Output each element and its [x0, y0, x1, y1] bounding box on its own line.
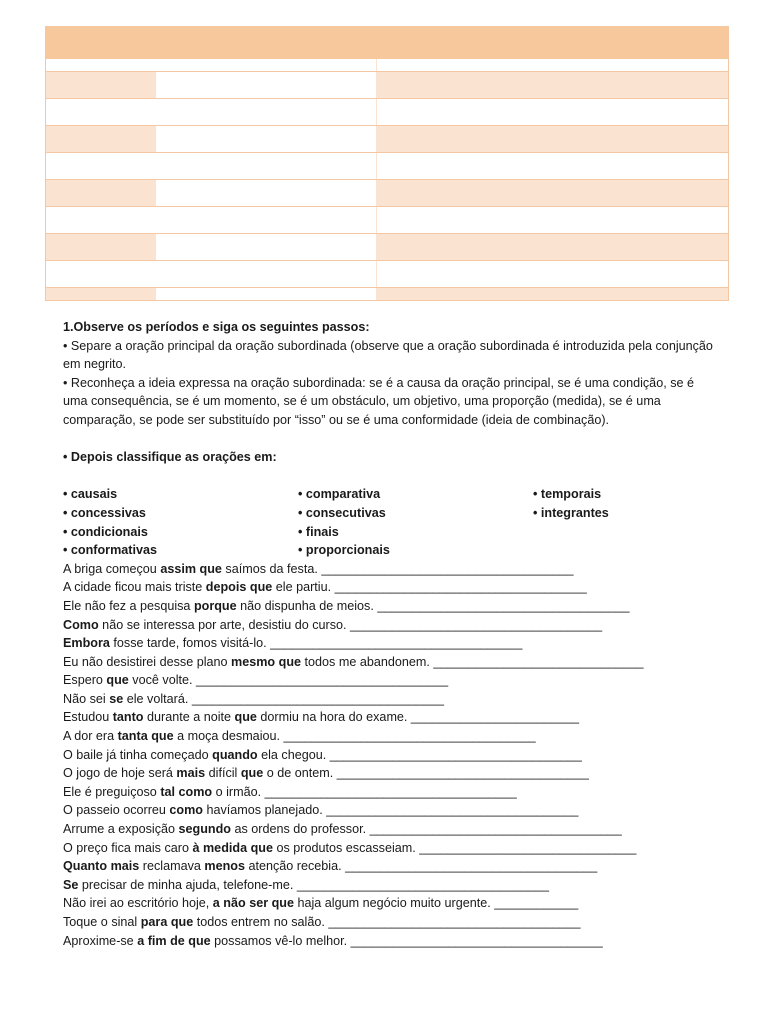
sentence-text: durante a noite	[143, 710, 235, 725]
sentence-text: não se interessa por arte, desistiu do curso. ____________________________________	[98, 617, 603, 632]
exercise-sentence	[63, 932, 713, 951]
sentence-text: saímos da festa. ____________________________________	[221, 561, 574, 576]
section-title: 1.Observe os períodos e siga os seguintes passos:	[63, 320, 370, 334]
conjunction-bold: tal como	[160, 784, 213, 799]
instruction-step-1: • Separe a oração principal da oração subordinada (observe que a oração subordinada é introduzida pela conjunção em negrito.	[63, 338, 713, 372]
exercise-sentence	[63, 634, 713, 653]
sentence-text: Eu não desistirei desse plano	[63, 654, 232, 669]
exercise-content	[63, 318, 713, 950]
exercise-sentence	[63, 616, 713, 635]
table-row	[46, 125, 728, 152]
exercise-sentence	[63, 876, 713, 895]
sentence-text: Ele não fez a pesquisa	[63, 598, 194, 613]
conjunction-bold: Se	[63, 877, 79, 892]
exercise-sentence	[63, 708, 713, 727]
exercise-sentence	[63, 801, 713, 820]
category-item: • integrantes	[533, 505, 609, 520]
conjunction-bold: depois que	[205, 580, 273, 595]
sentence-text: A briga começou	[63, 561, 161, 576]
table-row	[46, 287, 728, 300]
sentence-text: o de ontem. ____________________________________	[263, 766, 589, 781]
conjunction-bold: se	[109, 691, 124, 706]
conjunction-bold: para que	[140, 915, 194, 929]
conjunction-bold: quando	[212, 747, 258, 762]
exercise-sentence	[63, 820, 713, 839]
category-item: • condicionais	[63, 524, 148, 539]
conjunction-bold: tanta que	[117, 729, 174, 744]
exercise-list	[63, 560, 713, 950]
exercise-sentence	[63, 783, 713, 802]
table-row	[46, 71, 728, 98]
conjunction-bold: a fim de que	[137, 933, 211, 948]
sentence-text: você volte. ____________________________________	[128, 673, 449, 688]
sentence-text: atenção recebia. ____________________________________	[244, 859, 598, 874]
sentence-text: dormiu na hora do exame. ________________________	[256, 710, 580, 725]
conjunction-bold: que	[240, 766, 264, 781]
instruction-step-2: • Reconheça a ideia expressa na oração subordinada: se é a causa da oração principal, se é uma condição, se é uma consequência, se é um momento, se é um obstáculo, um objetivo, uma proporção (medida), se é uma comparação, se pode ser substituído por “isso” ou se é uma conformidade (ideia de combinação).	[63, 375, 694, 427]
sentence-text: Arrume a exposição	[63, 822, 179, 837]
sentence-text: todos me abandonem. ______________________________	[301, 654, 644, 669]
sentence-text: Espero	[63, 673, 107, 688]
category-item: • finais	[298, 524, 339, 539]
categories-column	[533, 485, 713, 559]
exercise-sentence	[63, 578, 713, 597]
conjunction-bold: tanto	[112, 710, 144, 725]
sentence-text: a moça desmaiou. ____________________________________	[173, 729, 536, 744]
empty-table	[45, 26, 729, 301]
sentence-text: possamos vê-lo melhor. ____________________________________	[210, 933, 603, 948]
sentence-text: Aproxime-se	[63, 933, 138, 948]
exercise-sentence	[63, 857, 713, 876]
conjunction-bold: que	[106, 673, 129, 688]
conjunction-bold: Como	[63, 617, 99, 632]
table-header-row	[46, 27, 728, 59]
sentence-text: os produtos escasseiam. _______________________________	[272, 840, 637, 855]
sentence-text: ele partiu. ____________________________________	[272, 580, 587, 595]
exercise-sentence	[63, 653, 713, 672]
category-item: • consecutivas	[298, 505, 386, 520]
conjunction-bold: à medida que	[192, 840, 273, 855]
sentence-text: precisar de minha ajuda, telefone-me. ____________________________________	[78, 877, 549, 892]
exercise-sentence	[63, 746, 713, 765]
sentence-text: Toque o sinal	[63, 915, 141, 929]
sentence-text: o irmão. ____________________________________	[212, 784, 517, 799]
sentence-text: Ele é preguiçoso	[63, 784, 161, 799]
sentence-text: A dor era	[63, 729, 118, 744]
sentence-text: O jogo de hoje será	[63, 766, 177, 781]
conjunction-bold: segundo	[178, 822, 231, 837]
sentence-text: haja algum negócio muito urgente. ____________	[294, 896, 579, 911]
sentence-text: ele voltará. ____________________________________	[123, 691, 444, 706]
exercise-sentence	[63, 690, 713, 709]
exercise-sentence	[63, 727, 713, 746]
sentence-text: todos entrem no salão. ____________________________________	[193, 915, 581, 929]
exercise-sentence	[63, 839, 713, 858]
category-item: • causais	[63, 487, 118, 502]
sentence-text: difícil	[205, 766, 241, 781]
sentence-text: Não irei ao escritório hoje,	[63, 896, 213, 911]
sentence-text: O passeio ocorreu	[63, 803, 170, 818]
exercise-sentence	[63, 764, 713, 783]
category-item: • proporcionais	[298, 543, 390, 558]
sentence-text: Não sei	[63, 691, 110, 706]
categories-column	[298, 485, 533, 559]
sentence-text: reclamava	[139, 859, 205, 874]
conjunction-bold: assim que	[160, 561, 222, 576]
table-row	[46, 179, 728, 206]
category-item: • concessivas	[63, 505, 146, 520]
sentence-text: ela chegou. ____________________________________	[257, 747, 582, 762]
exercise-sentence	[63, 894, 713, 913]
sentence-text: fosse tarde, fomos visitá-lo. ____________________________________	[109, 636, 523, 651]
sentence-text: havíamos planejado. ____________________________________	[203, 803, 579, 818]
sentence-text: O baile já tinha começado	[63, 747, 213, 762]
conjunction-bold: porque	[193, 598, 237, 613]
category-item: • temporais	[533, 487, 602, 502]
category-item: • conformativas	[63, 543, 157, 558]
conjunction-bold: a não ser que	[212, 896, 294, 911]
conjunction-bold: mesmo que	[231, 654, 302, 669]
table-row	[46, 233, 728, 260]
exercise-sentence	[63, 560, 713, 579]
exercise-sentence	[63, 913, 713, 932]
conjunction-bold: Embora	[63, 636, 110, 651]
exercise-sentence	[63, 597, 713, 616]
categories-column	[63, 485, 298, 559]
classify-heading: • Depois classifique as orações em:	[63, 450, 277, 465]
conjunction-bold: Quanto mais	[63, 859, 140, 874]
conjunction-bold: que	[234, 710, 257, 725]
sentence-text: as ordens do professor. ____________________________________	[230, 822, 622, 837]
conjunction-bold: como	[169, 803, 203, 818]
conjunction-bold: mais	[176, 766, 206, 781]
sentence-text: não dispunha de meios. ____________________________________	[236, 598, 630, 613]
sentence-text: A cidade ficou mais triste	[63, 580, 206, 595]
sentence-text: O preço fica mais caro	[63, 840, 193, 855]
sentence-text: Estudou	[63, 710, 113, 725]
categories-list	[63, 485, 713, 559]
category-item: • comparativa	[298, 487, 381, 502]
exercise-sentence	[63, 671, 713, 690]
conjunction-bold: menos	[204, 859, 245, 874]
